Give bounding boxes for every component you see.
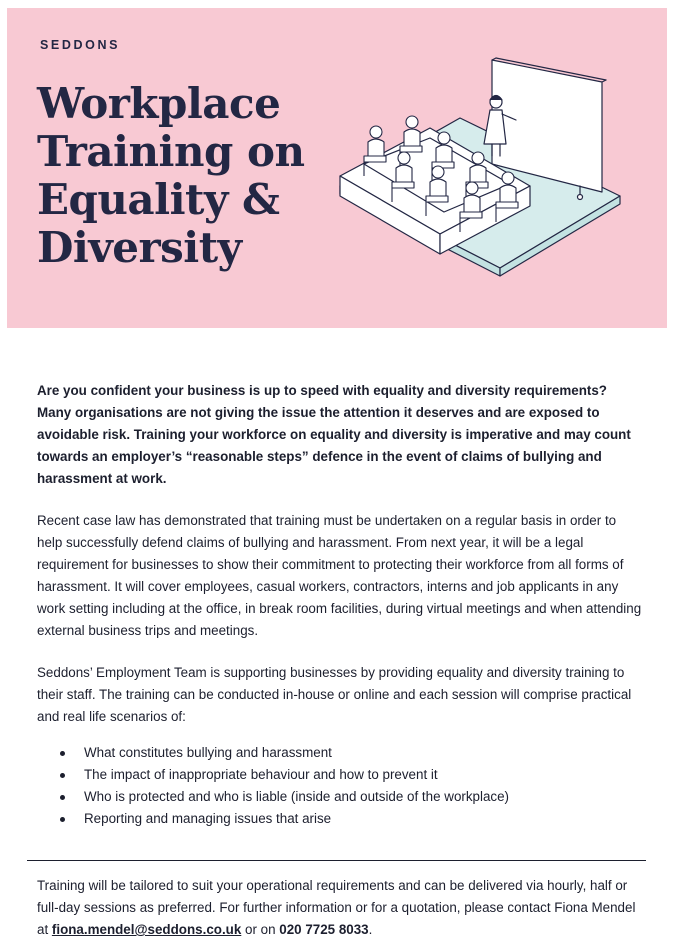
list-item: The impact of inappropriate behaviour and how to prevent it xyxy=(84,764,642,786)
phone-number: 020 7725 8033 xyxy=(279,922,369,937)
scenario-list xyxy=(37,742,642,830)
contact-footer xyxy=(37,875,647,941)
page-title xyxy=(37,80,337,272)
lead-paragraph: Are you confident your business is up to speed with equality and diversity requirements? Many organisations are not giving the issue the attention it deserves and are exposed to avoidable risk. Training your workforce on equality and diversity is imperative and may count towards an employer’s “reasonable steps” defence in the event of claims of bullying and harassment at work. xyxy=(37,383,631,486)
main-content xyxy=(37,380,642,830)
footer-text: Training will be tailored to suit your operational requirements and can be delivered via hourly, half or full-day sessions as preferred. For further information or for a quotation, please contact Fiona Mendel at xyxy=(37,878,636,937)
email-link[interactable]: fiona.mendel@seddons.co.uk xyxy=(51,922,242,937)
list-item: Reporting and managing issues that arise xyxy=(84,808,642,830)
footer-text: or on xyxy=(241,922,280,937)
title-line: Workplace xyxy=(37,79,281,128)
training-room-illustration xyxy=(320,46,640,306)
title-line: Equality & xyxy=(37,175,280,224)
list-item: What constitutes bullying and harassment xyxy=(84,742,642,764)
hero-banner xyxy=(7,8,667,328)
body-paragraph: Recent case law has demonstrated that training must be undertaken on a regular basis in order to help successfully defend claims of bullying and harassment. From next year, it will be a legal requirement for businesses to show their commitment to protecting their workforce from all forms of harassment. It will cover employees, casual workers, contractors, interns and job applicants in any work setting including at the office, in break room facilities, during virtual meetings and when attending external business trips and meetings. xyxy=(37,513,642,638)
brand-logo: SEDDONS xyxy=(40,38,121,52)
list-item: Who is protected and who is liable (inside and outside of the workplace) xyxy=(84,786,642,808)
body-paragraph: Seddons’ Employment Team is supporting businesses by providing equality and diversity training to their staff. The training can be conducted in-house or online and each session will comprise practical and real life scenarios of: xyxy=(37,665,632,724)
title-line: Diversity xyxy=(37,223,242,272)
title-line: Training on xyxy=(37,127,305,176)
divider xyxy=(27,860,646,861)
footer-text: . xyxy=(368,922,373,937)
